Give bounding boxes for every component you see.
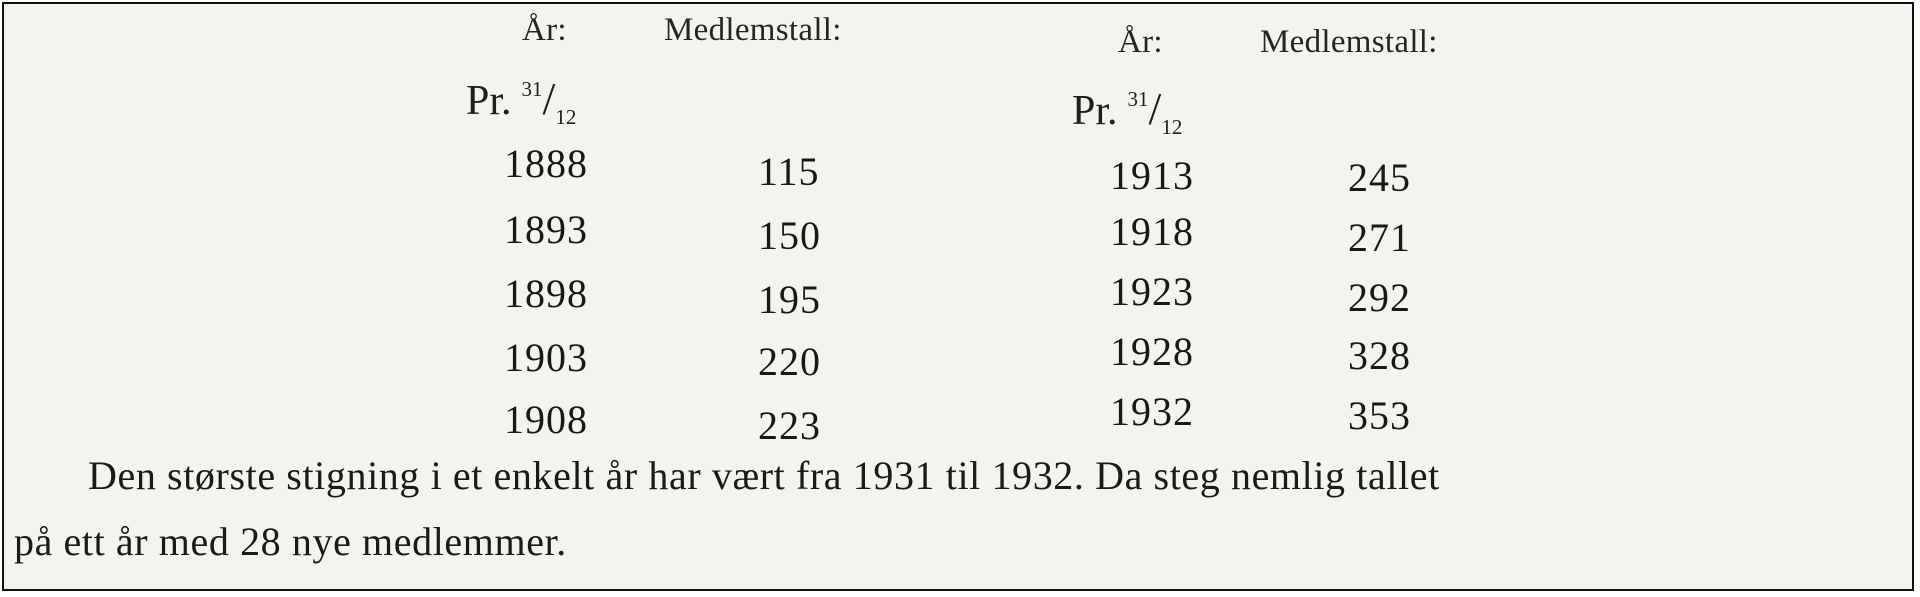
paragraph-line-1: Den største stigning i et enkelt år har vært fra 1931 til 1932. Da steg nemlig tallet — [88, 453, 1440, 498]
left-count-header: Medlemstall: — [664, 12, 842, 48]
left-year-cell: 1888 — [504, 141, 588, 186]
left-count-cell: 195 — [758, 277, 821, 322]
left-year-cell: 1898 — [504, 271, 588, 316]
left-pr-date-label: Pr. $^{31}/_{12}$ — [466, 73, 577, 129]
left-pr-text: Pr. — [466, 78, 512, 124]
left-year-cell: 1893 — [504, 207, 588, 252]
left-year-cell: 1908 — [504, 397, 588, 442]
right-count-cell: 328 — [1348, 333, 1411, 378]
right-year-cell: 1913 — [1110, 153, 1194, 198]
left-count-cell: 115 — [758, 149, 820, 194]
left-pr-month: 12 — [555, 105, 577, 129]
right-year-cell: 1923 — [1110, 269, 1194, 314]
right-count-cell: 271 — [1348, 215, 1411, 260]
right-year-cell: 1932 — [1110, 389, 1194, 434]
right-pr-month: 12 — [1161, 115, 1183, 139]
right-pr-text: Pr. — [1072, 88, 1118, 134]
left-count-cell: 223 — [758, 403, 821, 448]
document-page — [2, 2, 1914, 591]
right-year-cell: 1918 — [1110, 209, 1194, 254]
right-pr-date-label: Pr. $^{31}/_{12}$ — [1072, 83, 1183, 139]
left-year-header: År: — [522, 12, 567, 48]
right-count-cell: 245 — [1348, 155, 1411, 200]
paragraph-line-2: på ett år med 28 nye medlemmer. — [14, 519, 567, 564]
right-count-header: Medlemstall: — [1260, 24, 1438, 60]
right-count-cell: 353 — [1348, 393, 1411, 438]
right-year-cell: 1928 — [1110, 329, 1194, 374]
right-count-cell: 292 — [1348, 275, 1411, 320]
right-year-header: År: — [1118, 24, 1163, 60]
left-count-cell: 220 — [758, 339, 821, 384]
left-pr-day: 31 — [521, 77, 543, 101]
left-year-cell: 1903 — [504, 335, 588, 380]
right-pr-day: 31 — [1127, 87, 1149, 111]
left-count-cell: 150 — [758, 213, 821, 258]
